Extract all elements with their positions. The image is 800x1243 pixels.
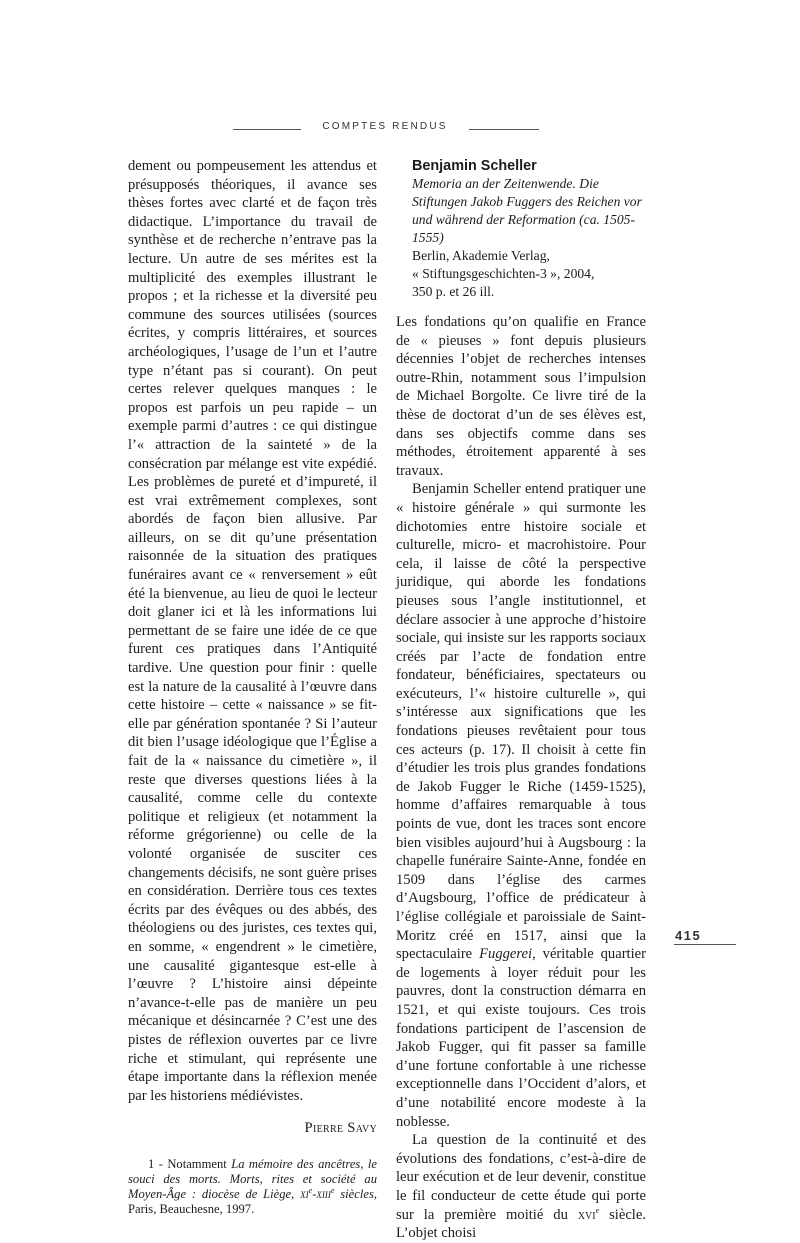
left-paragraph: dement ou pompeusement les attendus et présupposés théoriques, il avance ses thèses fortes avec clarté et de façon très didactique. L’importance du travail de synthèse et de recherche n’entrave pas la lecture. Un autre de ses mérites est la multiplicité des exemples illustrant le propos ; et la richesse et la diversité peu commune des sources utilisées (sources écrites, y compris littéraires, et sources archéologiques, l’usage de l’un et l’autre type n’étant pas si courant). On peut certes relever quelques manques : le propos est parfois un peu rapide – un exemple parmi d’autres : ce qui distingue l’« attraction de la sainteté » de la consécration par mélange est vite expédié. Les problèmes de pureté et d’impureté, il est vrai extrêmement complexes, sont abordés de façon bien allusive. Par ailleurs, on se dit qu’une présentation raisonnée de la situation des pratiques funéraires avant ce « renversement » eût été la bienvenue, au lieu de quoi le lecteur doit glaner ici et là les informations lui permettant de se faire une idée de ce que furent ces pratiques dans l’Antiquité tardive. Une question pour finir : quelle est la nature de la causalité à l’œuvre dans cette histoire – cette « naissance » se fit-elle par génération spontanée ? Si l’auteur dit bien l’usage idéologique que l’Église a fait de la « naissance du cimetière », il reste que diverses questions liées à la causalité, comme celle du contexte politique et religieux (et notamment la réforme grégorienne) ou celle de la volonté organisée de susciter ces changements décisifs, ne sont guère prises en considération. Derrière tous ces textes écrits par des évêques ou des abbés, des théologiens ou des juristes, ces textes qui, en somme, « engendrent » le cimetière, une causalité gigantesque est-elle à l’œuvre ? L’histoire ainsi dépeinte n’avance-t-elle pas de manière un peu mécanique et désincarnée ? C’est une des pistes de réflexion ouvertes par ce livre riche et stimulant, qui représente une étape importante dans la réflexion menée par les historiens médiévistes. xyxy=(128,158,377,1104)
right-paragraph-2 xyxy=(396,480,646,1131)
page-number-rule xyxy=(674,944,736,945)
p2-text-a: Benjamin Scheller entend pratiquer une « histoire générale » qui surmonte les dichotomies entre histoire sociale et culturelle, micro- et macrohistoire. Pour cela, il laisse de côté la perspective juridique, qui aborde les fondations pieuses sous l’angle institutionnel, et déclare associer à une approche d’histoire sociale, qui insiste sur les rapports sociaux créés par l’acte de fondation entre fondateur, bénéficiaires, spectateurs ou exécuteurs, l’« histoire culturelle », qui s’intéresse aux significations que les fondations pieuses revêtaient pour tous ces acteurs (p. 17). Il choisit à cette fin d’étudier les trois plus grandes fondations de Jakob Fugger le Riche (1459-1525), homme d’affaires remarquable à tous points de vue, dont les traces sont encore bien visibles aujourd’hui à Augsbourg : la chapelle funéraire Sainte-Anne, fondée en 1509 dans l’église des carmes d’Augsbourg, l’office de prédicateur à l’église collégiale et paroissiale de Saint-Moritz créé en 1517, ainsi que la spectaculaire xyxy=(396,481,646,963)
footnote-sup-2: e xyxy=(330,1185,335,1195)
book-pages: 350 p. et 26 ill. xyxy=(412,284,495,299)
right-paragraph-1: Les fondations qu’on qualifie en France de « pieuses » font depuis plusieurs décennies l’objet de recherches intenses outre-Rhin, notamment sous l’impulsion de Michael Borgolte. Ce livre tiré de la thèse de doctorat d’un de ses élèves est, dans ses objectifs comme dans ses méthodes, étroitement apparenté à ses travaux. xyxy=(396,314,646,479)
footnote-sup-1: e xyxy=(308,1185,313,1195)
p2-italic: Fuggerei xyxy=(479,946,533,963)
book-series: « Stiftungsgeschichten-3 », 2004, xyxy=(412,266,595,281)
book-title: Memoria an der Zeitenwende. Die Stiftungen Jakob Fuggers des Reichen vor und während der Reformation (ca. 1505-1555) xyxy=(412,176,642,245)
footnote-lead: 1 - Notamment xyxy=(148,1156,232,1171)
left-column xyxy=(128,157,377,1217)
p3-century: xvi xyxy=(577,1206,596,1223)
running-head-title: COMPTES RENDUS xyxy=(322,121,448,132)
footnote-century-1: xi xyxy=(300,1186,309,1201)
footnote xyxy=(128,1157,377,1217)
right-paragraph-3 xyxy=(396,1131,646,1243)
p3-text-b: siècle. L’objet choisi xyxy=(396,1206,646,1242)
footnote-rest: , Paris, Beauchesne, 1997. xyxy=(128,1186,377,1216)
p2-text-b: , véritable quartier de logements à loyer réduit pour les pauvres, dont la construction démarra en 1521, et qui existe toujours. Ces trois fondations participent de l’ascension de Jakob Fugger, qui fit passer sa famille d’une fortune confortable à une richesse exceptionnelle dans l’Occident d’alors, et d’une notabilité encore modeste à la noblesse. xyxy=(396,946,647,1130)
running-head xyxy=(0,121,800,137)
header-rule-left xyxy=(233,129,301,130)
right-column xyxy=(396,157,646,1243)
book-author: Benjamin Scheller xyxy=(412,158,537,174)
footnote-dash: - xyxy=(312,1186,317,1201)
book-publisher: Berlin, Akademie Verlag, xyxy=(412,248,550,263)
footnote-title-end: siècles xyxy=(334,1186,374,1201)
footnote-century-2: xiii xyxy=(316,1186,331,1201)
book-reference xyxy=(412,157,646,301)
p3-sup: e xyxy=(595,1205,600,1215)
header-rule-right xyxy=(469,129,539,130)
page-number: 415 xyxy=(675,928,702,943)
book-publication xyxy=(412,247,646,301)
review-signature: Pierre Savy xyxy=(304,1120,377,1137)
p3-text-a: La question de la continuité et des évolutions des fondations, c’est-à-dire de leur exécution et de leur devenir, constitue le fil conducteur de cette étude qui porte sur la première moitié du xyxy=(396,1132,646,1223)
footnote-title-main: La mémoire des ancêtres, le souci des morts. Morts, rites et société au Moyen-Âge : diocèse de Liège, xyxy=(128,1156,377,1201)
